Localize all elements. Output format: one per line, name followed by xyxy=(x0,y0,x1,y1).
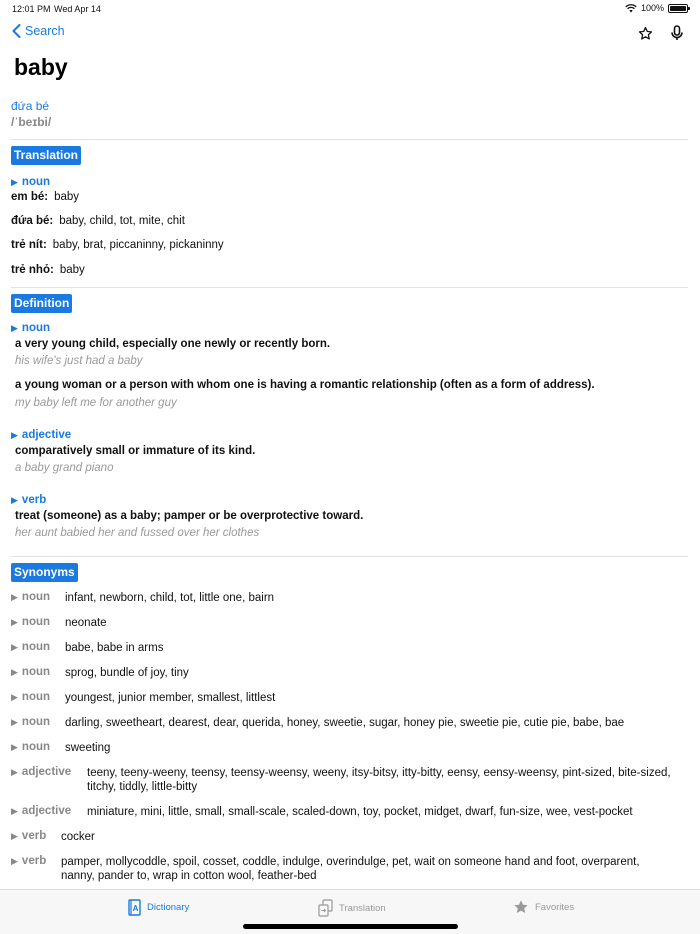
definition-pos: ▶ verb xyxy=(11,494,47,506)
headword: baby xyxy=(14,54,68,80)
definition-text: comparatively small or immature of its kind. xyxy=(15,445,256,457)
synonym-row: ▶ noun sprog, bundle of joy, tiny xyxy=(11,666,189,679)
synonym-row: ▶ noun neonate xyxy=(11,616,107,629)
triangle-icon: ▶ xyxy=(11,742,18,752)
svg-text:A: A xyxy=(132,904,139,913)
synonym-row: ▶ noun sweeting xyxy=(11,741,111,754)
triangle-icon: ▶ xyxy=(11,495,18,505)
definition-pos: ▶ adjective xyxy=(11,429,72,441)
phonetic-transcription: /ˈbeɪbi/ xyxy=(11,115,52,129)
status-right xyxy=(625,3,688,13)
synonym-row: ▶ noun darling, sweetheart, dearest, dear, querida, honey, sweetie, sugar, honey pie, sweetie pie, cutie pie, babe, bae xyxy=(11,716,625,729)
triangle-icon: ▶ xyxy=(11,323,18,333)
definition-badge: Definition xyxy=(11,294,72,313)
chevron-left-icon xyxy=(12,24,21,38)
battery-percent: 100% xyxy=(640,3,664,13)
triangle-icon: ▶ xyxy=(11,617,18,627)
translation-icon xyxy=(318,899,333,917)
definition-example: his wife's just had a baby xyxy=(15,355,143,367)
synonym-row: ▶ verb pamper, mollycoddle, spoil, cosset, coddle, indulge, overindulge, pet, wait on someone hand and foot, overparent, nanny, pander to, wrap in cotton wool, feather-bed xyxy=(11,855,640,882)
definition-example: my baby left me for another guy xyxy=(15,397,177,409)
divider xyxy=(11,139,688,140)
triangle-icon: ▶ xyxy=(11,430,18,440)
translation-badge: Translation xyxy=(11,146,81,165)
triangle-icon: ▶ xyxy=(11,717,18,727)
triangle-icon: ▶ xyxy=(11,592,18,602)
home-indicator xyxy=(243,924,458,929)
synonym-row: ▶ noun infant, newborn, child, tot, little one, bairn xyxy=(11,591,275,604)
tab-favorites[interactable] xyxy=(513,899,574,915)
translation-row: trẻ nhỏ: baby xyxy=(11,264,85,276)
definition-text: treat (someone) as a baby; pamper or be overprotective toward. xyxy=(15,510,364,522)
tab-label: Dictionary xyxy=(147,902,190,913)
microphone-icon xyxy=(671,25,683,41)
status-time: 12:01 PM xyxy=(12,4,51,14)
divider xyxy=(11,287,688,288)
tab-label: Favorites xyxy=(535,901,575,913)
triangle-icon: ▶ xyxy=(11,806,18,816)
wifi-icon xyxy=(625,4,637,13)
definition-text: a young woman or a person with whom one is having a romantic relationship (often as a form of address). xyxy=(15,379,595,391)
tab-label: Translation xyxy=(339,902,386,914)
tab-translation[interactable] xyxy=(318,899,386,917)
star-icon xyxy=(513,899,529,915)
status-bar xyxy=(0,0,700,18)
divider xyxy=(11,556,688,557)
translation-row: đứa bé: baby, child, tot, mite, chit xyxy=(11,215,185,227)
tab-dictionary[interactable] xyxy=(128,899,189,916)
synonym-row: ▶ adjective teeny, teeny-weeny, teensy, teensy-weensy, weeny, itsy-bitsy, itty-bitty, eensy, eensy-weensy, pint-sized, bite-sized, titchy, tiddly, little-bitty xyxy=(11,766,671,793)
triangle-icon: ▶ xyxy=(11,856,18,866)
definition-text: a very young child, especially one newly or recently born. xyxy=(15,338,331,350)
synonym-row: ▶ noun youngest, junior member, smallest, littlest xyxy=(11,691,276,704)
triangle-icon: ▶ xyxy=(11,692,18,702)
definition-example: a baby grand piano xyxy=(15,462,114,474)
definition-pos: ▶ noun xyxy=(11,322,51,334)
nav-bar xyxy=(0,22,700,48)
star-outline-icon xyxy=(638,26,653,41)
synonym-row: ▶ noun babe, babe in arms xyxy=(11,641,164,654)
triangle-icon: ▶ xyxy=(11,667,18,677)
favorite-star-button[interactable] xyxy=(636,24,654,42)
triangle-icon: ▶ xyxy=(11,831,18,841)
vietnamese-translation: đứa bé xyxy=(11,99,50,113)
dictionary-icon xyxy=(128,899,141,916)
triangle-icon: ▶ xyxy=(11,767,18,777)
translation-pos: ▶ noun xyxy=(11,176,51,188)
back-button[interactable] xyxy=(12,24,65,38)
triangle-icon: ▶ xyxy=(11,642,18,652)
translation-row: em bé: baby xyxy=(11,191,80,203)
synonym-row: ▶ verb cocker xyxy=(11,830,95,843)
translation-row: trẻ nít: baby, brat, piccaninny, pickaninny xyxy=(11,239,224,251)
triangle-icon: ▶ xyxy=(11,177,18,187)
back-button-label: Search xyxy=(25,24,65,38)
synonym-row: ▶ adjective miniature, mini, little, small, small-scale, scaled-down, toy, pocket, midget, dwarf, fun-size, wee, vest-pocket xyxy=(11,805,633,818)
definition-example: her aunt babied her and fussed over her clothes xyxy=(15,527,260,539)
pronounce-button[interactable] xyxy=(668,24,686,42)
battery-icon xyxy=(668,4,688,13)
synonyms-badge: Synonyms xyxy=(11,563,78,582)
status-date: Wed Apr 14 xyxy=(54,4,101,14)
